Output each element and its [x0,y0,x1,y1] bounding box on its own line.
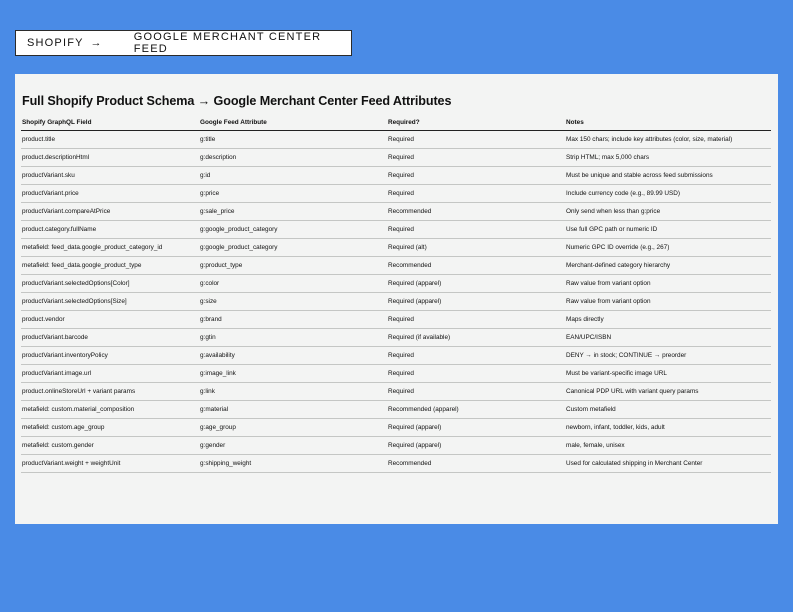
required-cell: Required [387,365,565,383]
shopify-field-cell: productVariant.compareAtPrice [21,203,199,221]
notes-cell: Max 150 chars; include key attributes (color, size, material) [565,131,771,149]
destination-label: GOOGLE MERCHANT CENTER FEED [133,31,322,55]
required-cell: Required [387,131,565,149]
required-cell: Required [387,167,565,185]
shopify-field-cell: metafield: feed_data.google_product_type [21,257,199,275]
table-row [21,275,771,293]
google-attribute-cell: g:shipping_weight [199,455,387,473]
table-row [21,329,771,347]
required-cell: Required [387,383,565,401]
required-cell: Required (apparel) [387,275,565,293]
column-header-shopify-field: Shopify GraphQL Field [21,115,199,131]
shopify-field-cell: product.onlineStoreUrl + variant params [21,383,199,401]
table-header-row [21,115,771,131]
column-header-required: Required? [387,115,565,131]
notes-cell: Strip HTML; max 5,000 chars [565,149,771,167]
required-cell: Recommended [387,455,565,473]
shopify-field-cell: product.vendor [21,311,199,329]
shopify-field-cell: product.category.fullName [21,221,199,239]
notes-cell: Raw value from variant option [565,275,771,293]
google-attribute-cell: g:link [199,383,387,401]
arrow-right-icon: → [90,37,103,49]
shopify-field-cell: productVariant.selectedOptions[Color] [21,275,199,293]
google-attribute-cell: g:gender [199,437,387,455]
column-header-notes: Notes [565,115,771,131]
required-cell: Recommended (apparel) [387,401,565,419]
required-cell: Required [387,221,565,239]
notes-cell: Raw value from variant option [565,293,771,311]
notes-cell: Must be variant-specific image URL [565,365,771,383]
table-row [21,149,771,167]
google-attribute-cell: g:google_product_category [199,221,387,239]
required-cell: Recommended [387,203,565,221]
shopify-field-cell: productVariant.barcode [21,329,199,347]
google-attribute-cell: g:size [199,293,387,311]
required-cell: Required (apparel) [387,437,565,455]
shopify-field-cell: metafield: custom.age_group [21,419,199,437]
google-attribute-cell: g:sale_price [199,203,387,221]
table-row [21,347,771,365]
table-row [21,419,771,437]
table-row [21,455,771,473]
notes-cell: Maps directly [565,311,771,329]
google-attribute-cell: g:product_type [199,257,387,275]
required-cell: Required (apparel) [387,293,565,311]
google-attribute-cell: g:availability [199,347,387,365]
google-attribute-cell: g:age_group [199,419,387,437]
mapping-table [21,115,771,473]
shopify-field-cell: metafield: feed_data.google_product_category_id [21,239,199,257]
table-row [21,311,771,329]
google-attribute-cell: g:price [199,185,387,203]
notes-cell: male, female, unisex [565,437,771,455]
table-row [21,203,771,221]
notes-cell: EAN/UPC/ISBN [565,329,771,347]
required-cell: Required (alt) [387,239,565,257]
google-attribute-cell: g:color [199,275,387,293]
table-row [21,365,771,383]
shopify-field-cell: product.descriptionHtml [21,149,199,167]
source-label: SHOPIFY [27,37,84,49]
table-row [21,131,771,149]
shopify-field-cell: productVariant.price [21,185,199,203]
table-row [21,401,771,419]
table-row [21,239,771,257]
required-cell: Recommended [387,257,565,275]
notes-cell: Use full GPC path or numeric ID [565,221,771,239]
google-attribute-cell: g:google_product_category [199,239,387,257]
required-cell: Required (if available) [387,329,565,347]
shopify-field-cell: metafield: custom.material_composition [21,401,199,419]
notes-cell: Only send when less than g:price [565,203,771,221]
shopify-field-cell: productVariant.selectedOptions[Size] [21,293,199,311]
shopify-field-cell: metafield: custom.gender [21,437,199,455]
google-attribute-cell: g:description [199,149,387,167]
column-header-google-attribute: Google Feed Attribute [199,115,387,131]
notes-cell: newborn, infant, toddler, kids, adult [565,419,771,437]
google-attribute-cell: g:material [199,401,387,419]
table-title: Full Shopify Product Schema → Google Merchant Center Feed Attributes [22,94,452,108]
google-attribute-cell: g:brand [199,311,387,329]
required-cell: Required [387,149,565,167]
shopify-field-cell: productVariant.inventoryPolicy [21,347,199,365]
table-row [21,185,771,203]
notes-cell: Numeric GPC ID override (e.g., 267) [565,239,771,257]
source-destination-label [15,30,352,56]
shopify-field-cell: productVariant.sku [21,167,199,185]
table-row [21,221,771,239]
notes-cell: DENY → in stock; CONTINUE → preorder [565,347,771,365]
notes-cell: Canonical PDP URL with variant query params [565,383,771,401]
mapping-panel [15,74,778,524]
google-attribute-cell: g:gtin [199,329,387,347]
required-cell: Required (apparel) [387,419,565,437]
table-row [21,293,771,311]
table-row [21,167,771,185]
required-cell: Required [387,347,565,365]
google-attribute-cell: g:title [199,131,387,149]
notes-cell: Custom metafield [565,401,771,419]
required-cell: Required [387,185,565,203]
table-row [21,257,771,275]
notes-cell: Include currency code (e.g., 89.99 USD) [565,185,771,203]
notes-cell: Used for calculated shipping in Merchant Center [565,455,771,473]
google-attribute-cell: g:image_link [199,365,387,383]
shopify-field-cell: product.title [21,131,199,149]
notes-cell: Merchant-defined category hierarchy [565,257,771,275]
shopify-field-cell: productVariant.weight + weightUnit [21,455,199,473]
google-attribute-cell: g:id [199,167,387,185]
table-row [21,383,771,401]
notes-cell: Must be unique and stable across feed submissions [565,167,771,185]
required-cell: Required [387,311,565,329]
shopify-field-cell: productVariant.image.url [21,365,199,383]
table-row [21,437,771,455]
